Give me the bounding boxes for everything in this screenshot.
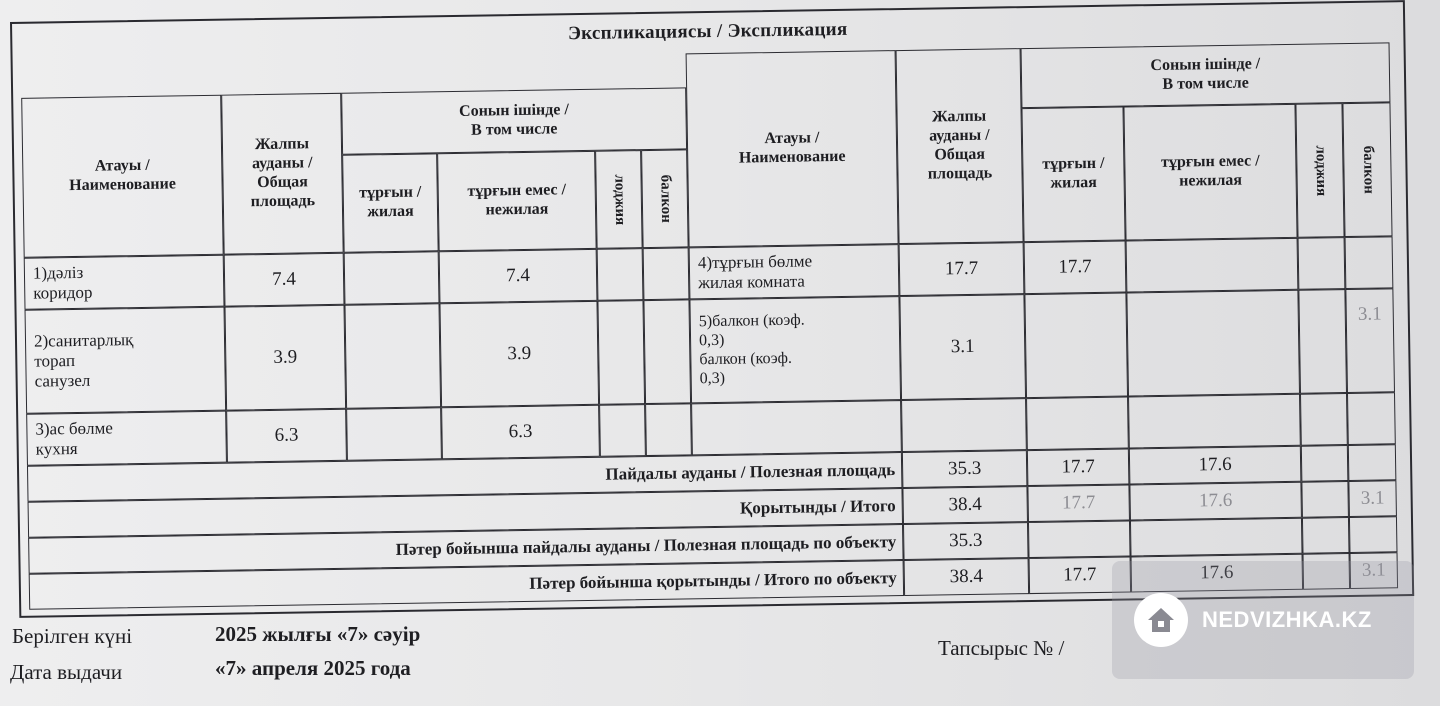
left-row-balcony <box>643 299 691 404</box>
header-name-left: Атауы / Наименование <box>21 95 223 258</box>
right-row-balcony <box>1345 236 1394 289</box>
header-loggia-left: лоджия <box>595 150 643 249</box>
header-balcony-right: балкон <box>1342 102 1392 237</box>
right-row-total: 17.7 <box>899 242 1025 296</box>
left-row-balcony <box>645 403 692 456</box>
header-living-left: тұрғын / жилая <box>342 153 439 252</box>
issue-date-ru: «7» апреля 2025 года <box>215 656 411 680</box>
right-row-living <box>1024 292 1128 398</box>
right-row-nonliving <box>1126 238 1299 293</box>
summary-label: Пайдалы ауданы / Полезная площадь <box>27 452 902 502</box>
summary-nonliving: 17.6 <box>1129 446 1302 485</box>
left-row-name: 3)ас бөлме кухня <box>26 411 227 466</box>
right-row-loggia <box>1298 237 1346 290</box>
right-row-empty <box>901 398 1027 452</box>
left-row-name: 2)санитарлық торап санузел <box>25 307 227 414</box>
left-row-loggia <box>597 248 644 301</box>
summary-total: 38.4 <box>904 558 1030 596</box>
right-row-total: 3.1 <box>899 294 1026 400</box>
left-row-loggia <box>599 404 646 457</box>
summary-total: 38.4 <box>902 486 1028 524</box>
header-name-right: Атауы / Наименование <box>686 50 899 247</box>
watermark-text: NEDVIZHKA.KZ <box>1202 607 1372 632</box>
header-nonliving-right: тұрғын емес / нежилая <box>1123 104 1297 241</box>
left-row-balcony <box>643 247 690 300</box>
right-row-name: 4)тұрғын бөлме жилая комната <box>689 244 900 299</box>
left-row-total: 6.3 <box>226 409 347 463</box>
header-loggia-right: лоджия <box>1295 103 1344 238</box>
header-nonliving-left: тұрғын емес / нежилая <box>437 151 597 251</box>
header-balcony-left: балкон <box>641 149 689 248</box>
left-row-nonliving: 3.9 <box>439 301 599 407</box>
summary-loggia <box>1301 481 1349 518</box>
right-row-empty <box>1300 393 1348 446</box>
right-row-name: 5)балкон (коэф. 0,3) балкон (коэф. 0,3) <box>689 296 901 403</box>
summary-living <box>1028 520 1131 558</box>
right-row-balcony: 3.1 <box>1345 288 1395 393</box>
summary-total: 35.3 <box>903 522 1029 560</box>
summary-loggia <box>1302 517 1350 554</box>
right-row-loggia <box>1298 289 1347 394</box>
right-row-empty <box>1026 396 1129 450</box>
right-row-living: 17.7 <box>1024 241 1127 295</box>
left-row-living <box>344 251 440 304</box>
left-row-living <box>344 303 441 408</box>
order-number-label: Тапсырыс № / <box>938 636 1065 660</box>
left-row-living <box>346 407 442 460</box>
left-row-total: 7.4 <box>224 253 345 307</box>
left-row-total: 3.9 <box>224 305 346 411</box>
house-icon <box>1134 593 1188 647</box>
header-incl-left: Сонын iшiнде / В том числе <box>341 87 687 154</box>
issue-date-kz: 2025 жылғы «7» сәуір <box>215 622 421 646</box>
summary-living: 17.7 <box>1029 556 1132 594</box>
summary-balcony: 3.1 <box>1350 552 1399 589</box>
right-row-empty <box>1128 394 1301 449</box>
header-incl-right: Сонын iшiнде / В том числе <box>1021 42 1391 108</box>
summary-living: 17.7 <box>1027 448 1130 486</box>
header-living-right: тұрғын / жилая <box>1021 107 1125 243</box>
left-row-nonliving: 7.4 <box>439 249 598 303</box>
summary-balcony <box>1349 516 1398 553</box>
issue-label-kz: Берілген күні <box>12 624 133 648</box>
summary-balcony: 3.1 <box>1348 480 1397 517</box>
summary-label: Пәтер бойынша пайдалы ауданы / Полезная площадь по объекту <box>28 524 903 574</box>
left-row-loggia <box>597 300 645 405</box>
issue-label-ru: Дата выдачи <box>10 660 123 684</box>
right-row-empty <box>691 400 902 455</box>
summary-living: 17.7 <box>1027 484 1130 522</box>
summary-loggia <box>1301 445 1349 482</box>
summary-total: 35.3 <box>902 450 1028 488</box>
right-row-nonliving <box>1126 290 1300 397</box>
left-row-nonliving: 6.3 <box>441 405 600 459</box>
right-row-empty <box>1347 392 1396 445</box>
summary-balcony <box>1348 444 1397 481</box>
header-total-right: Жалпы ауданы / Общая площадь <box>896 48 1024 244</box>
summary-label: Пәтер бойынша қорытынды / Итого по объекту <box>29 560 904 610</box>
left-row-name: 1)дәліз коридор <box>24 255 225 310</box>
header-total-left: Жалпы ауданы / Общая площадь <box>221 93 343 255</box>
watermark <box>1112 561 1414 679</box>
summary-label: Қорытынды / Итого <box>28 488 903 538</box>
table-title: Экспликациясы / Экспликация <box>567 18 848 45</box>
summary-nonliving <box>1130 518 1303 557</box>
summary-nonliving: 17.6 <box>1129 482 1302 521</box>
explication-table <box>10 0 1414 618</box>
summary-nonliving: 17.6 <box>1131 554 1304 593</box>
